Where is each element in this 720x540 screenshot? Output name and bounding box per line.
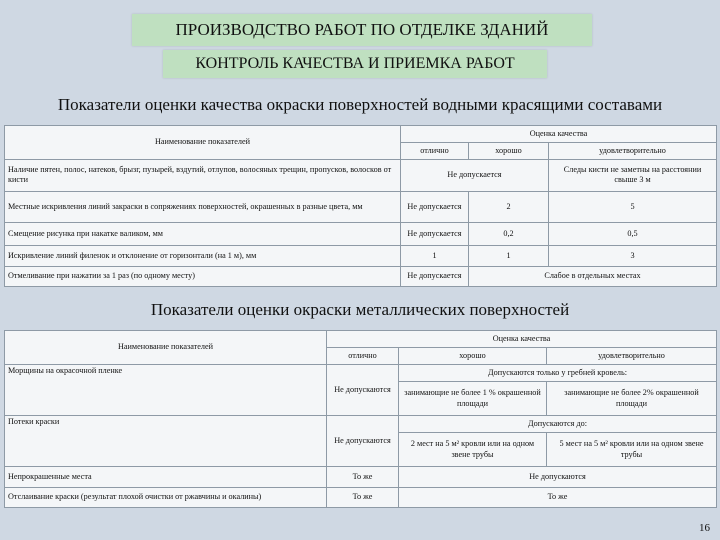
row-excellent: Не допускается <box>401 266 469 286</box>
table-row <box>5 487 717 507</box>
row-name: Непрокрашенные места <box>5 467 327 487</box>
row-satisfactory: Следы кисти не заметны на расстоянии свыше 3 м <box>549 160 717 192</box>
col-excellent-header: отлично <box>327 348 399 365</box>
row-excellent: Не допускается <box>401 223 469 246</box>
row-good: занимающие не более 1 % окрашенной площади <box>399 382 547 416</box>
row-name: Морщины на окрасочной пленке <box>5 365 327 416</box>
sub-title: КОНТРОЛЬ КАЧЕСТВА И ПРИЕМКА РАБОТ <box>163 50 547 78</box>
row-note: Допускаются только у гребней кровель: <box>399 365 717 382</box>
table-row <box>5 266 717 286</box>
section1-heading: Показатели оценки качества окраски поверхностей водными красящими составами <box>57 95 663 114</box>
table-row <box>5 223 717 246</box>
row-excellent: Не допускается <box>401 191 469 223</box>
row-good: 2 мест на 5 м² кровли или на одном звене трубы <box>399 433 547 467</box>
row-name: Искривление линий филенок и отклонение от горизонтали (на 1 м), мм <box>5 246 401 266</box>
row-satisfactory: 5 <box>549 191 717 223</box>
row-good: 2 <box>469 191 549 223</box>
table-header-row <box>5 126 717 143</box>
row-note: Допускаются до: <box>399 416 717 433</box>
table-row <box>5 416 717 433</box>
row-excellent-good: Не допускается <box>401 160 549 192</box>
col-name-header: Наименование показателей <box>5 126 401 160</box>
row-excellent: Не допускаются <box>327 365 399 416</box>
table-row <box>5 467 717 487</box>
row-satisfactory: занимающие не более 2% окрашенной площади <box>547 382 717 416</box>
row-name: Потеки краски <box>5 416 327 467</box>
main-title: ПРОИЗВОДСТВО РАБОТ ПО ОТДЕЛКЕ ЗДАНИЙ <box>132 14 592 46</box>
row-good: 0,2 <box>469 223 549 246</box>
row-excellent: То же <box>327 487 399 507</box>
row-good-satisfactory: Слабое в отдельных местах <box>469 266 717 286</box>
col-group-header: Оценка качества <box>327 331 717 348</box>
water-paint-quality-table <box>4 125 717 287</box>
row-good: 1 <box>469 246 549 266</box>
col-satisfactory-header: удовлетворительно <box>547 348 717 365</box>
col-good-header: хорошо <box>469 143 549 160</box>
table-row <box>5 246 717 266</box>
row-good-satisfactory: Не допускаются <box>399 467 717 487</box>
table-row <box>5 191 717 223</box>
table-header-row <box>5 331 717 348</box>
row-satisfactory: 3 <box>549 246 717 266</box>
row-satisfactory: 5 мест на 5 м² кровли или на одном звене трубы <box>547 433 717 467</box>
row-name: Наличие пятен, полос, натеков, брызг, пузырей, вздутий, отлупов, волосяных трещин, пропусков, волосков от кисти <box>5 160 401 192</box>
row-satisfactory: 0,5 <box>549 223 717 246</box>
col-excellent-header: отлично <box>401 143 469 160</box>
table-row <box>5 160 717 192</box>
table-row <box>5 365 717 382</box>
col-satisfactory-header: удовлетворительно <box>549 143 717 160</box>
row-name: Местные искривления линий закраски в сопряжениях поверхностей, окрашенных в разные цвета, мм <box>5 191 401 223</box>
col-name-header: Наименование показателей <box>5 331 327 365</box>
col-good-header: хорошо <box>399 348 547 365</box>
metal-paint-quality-table <box>4 330 717 508</box>
row-name: Отмеливание при нажатии за 1 раз (по одному месту) <box>5 266 401 286</box>
section2-heading: Показатели оценки окраски металлических поверхностей <box>150 300 570 319</box>
row-excellent: То же <box>327 467 399 487</box>
row-good-satisfactory: То же <box>399 487 717 507</box>
page-number: 16 <box>699 522 710 534</box>
col-group-header: Оценка качества <box>401 126 717 143</box>
row-name: Отслаивание краски (результат плохой очистки от ржавчины и окалины) <box>5 487 327 507</box>
row-excellent: 1 <box>401 246 469 266</box>
row-excellent: Не допускаются <box>327 416 399 467</box>
row-name: Смещение рисунка при накатке валиком, мм <box>5 223 401 246</box>
